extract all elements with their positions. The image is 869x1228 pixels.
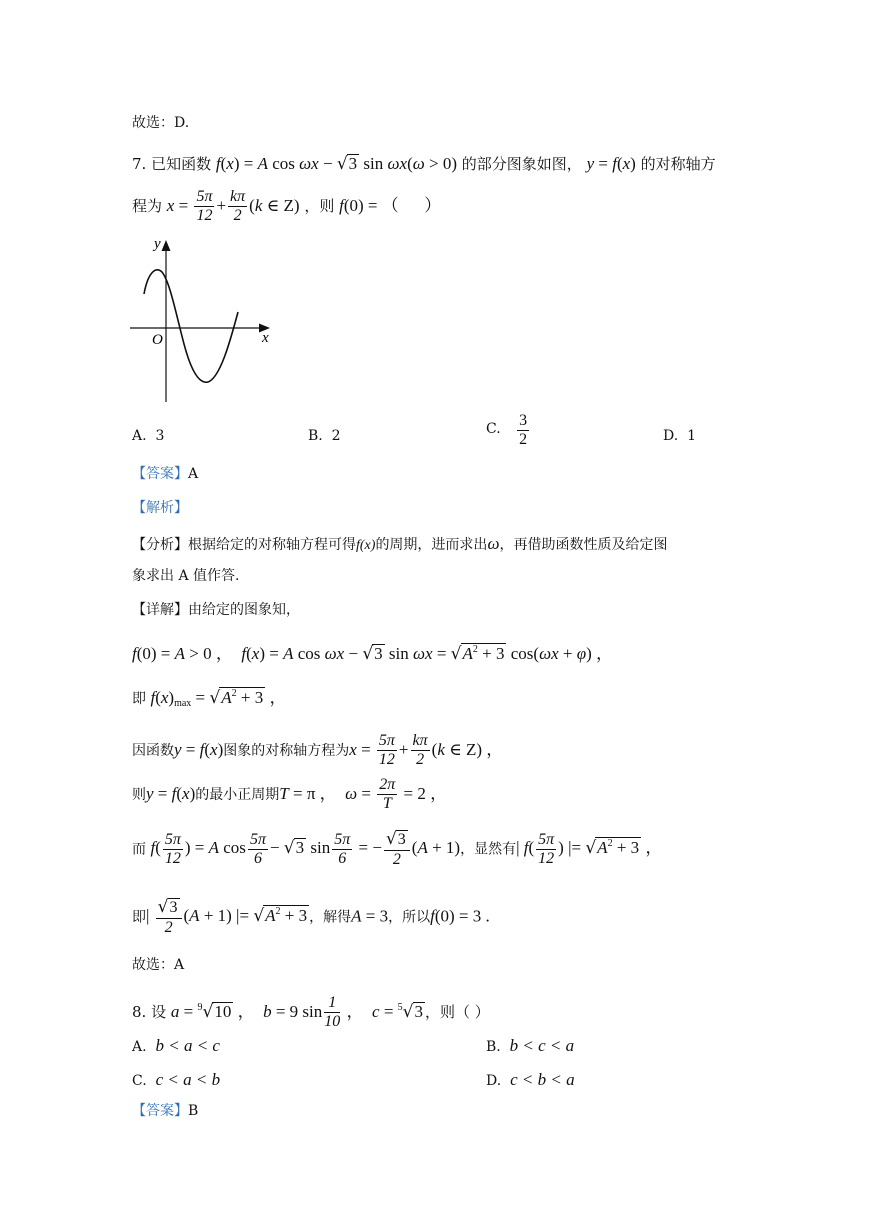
graph-origin-label: O bbox=[152, 332, 163, 348]
q7-option-d[interactable] bbox=[663, 428, 696, 444]
sine-curve bbox=[144, 270, 238, 382]
fenxi-tag: 【分析】 bbox=[132, 537, 188, 553]
idx-step1: f(0) = A > 0 ， f(x) = A cos ωx − √3 sin ωx = √(A² + 3) cos(ωx + φ) ， bbox=[172, 1150, 208, 1151]
option-value: b < a < c bbox=[155, 1036, 220, 1055]
q7-number: 7. bbox=[132, 155, 147, 173]
q8-a-def: a = $^9$√10 ， bbox=[170, 1001, 264, 1022]
option-value-fraction: $\frac{3}{2}$ bbox=[519, 412, 528, 449]
q8-b-def: b = 9 sin $\frac{1}{10}$ ， bbox=[263, 994, 373, 1031]
q7-stem-line1 bbox=[132, 154, 716, 174]
q7-analysis-tag: 【解析】 bbox=[132, 500, 188, 516]
q7-fenxi-line1 bbox=[132, 535, 667, 553]
q8-option-d[interactable] bbox=[486, 1070, 575, 1090]
option-letter: A. bbox=[132, 1039, 147, 1055]
q7-line2-prefix: 程为 bbox=[132, 196, 163, 215]
step6-formula: | $\frac{√3}{2}$ (A + 1) |= $√A^2 + 3$ bbox=[146, 897, 308, 936]
step2-formula: $f(x)_{max} = √A^2 + 3$ ， bbox=[150, 688, 287, 709]
step2-prefix: 即 bbox=[132, 691, 146, 707]
step6-mid: ，解得 bbox=[309, 909, 352, 926]
q7-conclusion: 故选：A bbox=[132, 957, 185, 973]
idx-stem-function: f(x) = A cos ωx − √3 sin ωx(ω > 0) bbox=[132, 1150, 150, 1151]
fenxi-text-b: 的周期，进而求出 bbox=[375, 537, 488, 553]
q8-answer bbox=[132, 1104, 198, 1118]
answer-tag: 【答案】 bbox=[132, 466, 188, 482]
q7-step1 bbox=[132, 643, 613, 664]
answer-value: A bbox=[188, 466, 199, 482]
previous-conclusion: 故选：D. bbox=[132, 115, 190, 131]
option-value: 1 bbox=[687, 428, 697, 444]
q7-step2 bbox=[132, 687, 286, 709]
step6-end: ，所以 bbox=[388, 909, 431, 926]
q7-function-graph bbox=[128, 234, 274, 406]
q8-stem-then: ，则（ ） bbox=[425, 1002, 490, 1021]
option-value: 2 bbox=[331, 428, 341, 444]
answer-tag: 【答案】 bbox=[132, 1103, 188, 1119]
q7-step6 bbox=[132, 898, 490, 937]
q7-stem-end: 的对称轴方 bbox=[640, 155, 716, 173]
idx-axis-eq: x = 5π/12 + kπ/2 (k ∈ Z) bbox=[153, 1150, 167, 1151]
option-letter: D. bbox=[663, 428, 679, 444]
step5-check: | f( $\frac{5\pi}{12}$ ) |= $√A^2 + 3$ ， bbox=[516, 830, 663, 867]
q7-answer bbox=[132, 467, 198, 481]
idx-q8-b: b = 9 sin(1/10) bbox=[224, 1150, 233, 1151]
fenxi-fx: f(x) bbox=[356, 538, 376, 553]
idx-q8-c: c = ⁵√3 bbox=[232, 1150, 237, 1151]
detail-text: 由给定的图象知， bbox=[188, 602, 300, 618]
q7-stem-line2 bbox=[132, 188, 441, 226]
q7-step5 bbox=[132, 830, 662, 869]
fenxi-text-a: 根据给定的对称轴方程可得 bbox=[188, 537, 356, 553]
option-value: c < a < b bbox=[155, 1070, 221, 1089]
option-letter: A. bbox=[132, 428, 147, 444]
step3-yfx: y = f(x) bbox=[174, 739, 224, 759]
step4-yfx: y = f(x) bbox=[146, 783, 196, 803]
option-letter: C. bbox=[132, 1073, 147, 1089]
option-value: 3 bbox=[155, 428, 165, 444]
step3-axis-equation: x = $\frac{5\pi}{12}$ + $\frac{k\pi}{2}$ (k ∈ Z) ， bbox=[349, 732, 504, 769]
q7-detail-line1 bbox=[132, 603, 300, 617]
q8-option-a[interactable] bbox=[132, 1036, 220, 1056]
step6-prefix: 即 bbox=[132, 909, 146, 926]
idx-q8-a: a = ⁹√10 bbox=[219, 1150, 225, 1151]
q7-ask: f(0) = （ ） bbox=[339, 195, 442, 215]
q7-option-a[interactable] bbox=[132, 428, 164, 444]
idx-step2: f(x)max = √(A² + 3) ， bbox=[208, 1150, 220, 1151]
q8-option-b[interactable] bbox=[486, 1036, 574, 1056]
graph-y-label: y bbox=[154, 236, 161, 252]
detail-tag: 【详解】 bbox=[132, 602, 188, 618]
q7-function-formula: f(x) = A cos ωx − √3 sin ωx(ω > 0) bbox=[215, 154, 457, 174]
q7-axis-equation: x = $\frac{5\pi}{12}$ + $\frac{k\pi}{2}$ (k ∈ Z) bbox=[166, 188, 300, 225]
option-letter: B. bbox=[486, 1039, 501, 1055]
q7-y-eq: y = f(x) bbox=[586, 154, 636, 173]
idx-stem-y: y = f(x) bbox=[149, 1150, 154, 1151]
step4-formula: T = π ， ω = $\frac{2\pi}{T}$ = 2 ， bbox=[279, 776, 448, 813]
q7-fenxi-line2: 象求出 A 值作答. bbox=[132, 568, 240, 584]
q7-step3 bbox=[132, 732, 503, 770]
q7-line2-then: ，则 bbox=[304, 196, 335, 215]
step5-prefix: 而 bbox=[132, 841, 146, 858]
q7-stem-prefix: 已知函数 bbox=[151, 155, 212, 173]
step1-formula: f(0) = A > 0 ， f(x) = A cos ωx − √3 $\sin \omega x = √A^2 + 3$ cos(ωx + φ) ， bbox=[132, 644, 614, 664]
step4-prefix: 则 bbox=[132, 786, 146, 803]
option-value: c < b < a bbox=[510, 1070, 575, 1089]
fenxi-omega: ω bbox=[487, 534, 500, 553]
q8-stem bbox=[132, 994, 490, 1032]
q8-stem-prefix: 设 bbox=[151, 1002, 167, 1021]
step5-mid: ，显然有 bbox=[460, 841, 517, 858]
option-value: b < c < a bbox=[509, 1036, 575, 1055]
q8-c-def: c = $^5$√3 bbox=[372, 1001, 423, 1022]
y-axis-arrow bbox=[162, 240, 171, 251]
step5-formula: f( $\frac{5\pi}{12}$ ) = A cos $\frac{5\pi}{6}$ − √3 sin $\frac{5\pi}{6}$ = − $\frac{√3}{2}$ (A + 1) bbox=[150, 829, 461, 868]
step3-prefix: 因函数 bbox=[132, 742, 174, 759]
fenxi-text-c: ，再借助函数性质及给定图 bbox=[499, 537, 668, 553]
idx-option-c: 3/2 bbox=[236, 1150, 239, 1151]
q8-option-c[interactable] bbox=[132, 1070, 220, 1090]
step4-mid: 的最小正周期 bbox=[195, 786, 280, 803]
step3-mid: 图象的对称轴方程为 bbox=[223, 742, 350, 759]
formula-text-index bbox=[132, 1150, 238, 1151]
q7-step4 bbox=[132, 776, 447, 814]
q8-number: 8. bbox=[132, 1002, 147, 1021]
step6-solve: A = 3 bbox=[351, 906, 389, 926]
idx-ask: f(0) = （ ） bbox=[166, 1150, 173, 1151]
q7-stem-mid: 的部分图象如图， bbox=[461, 155, 582, 173]
step6-result: f(0) = 3 . bbox=[430, 906, 490, 926]
q7-option-c[interactable] bbox=[486, 412, 531, 450]
q7-option-b[interactable] bbox=[308, 428, 341, 444]
option-letter: C. bbox=[486, 420, 501, 437]
graph-x-label: x bbox=[262, 330, 269, 346]
answer-value: B bbox=[188, 1103, 199, 1119]
option-letter: D. bbox=[486, 1073, 502, 1089]
option-letter: B. bbox=[308, 428, 323, 444]
